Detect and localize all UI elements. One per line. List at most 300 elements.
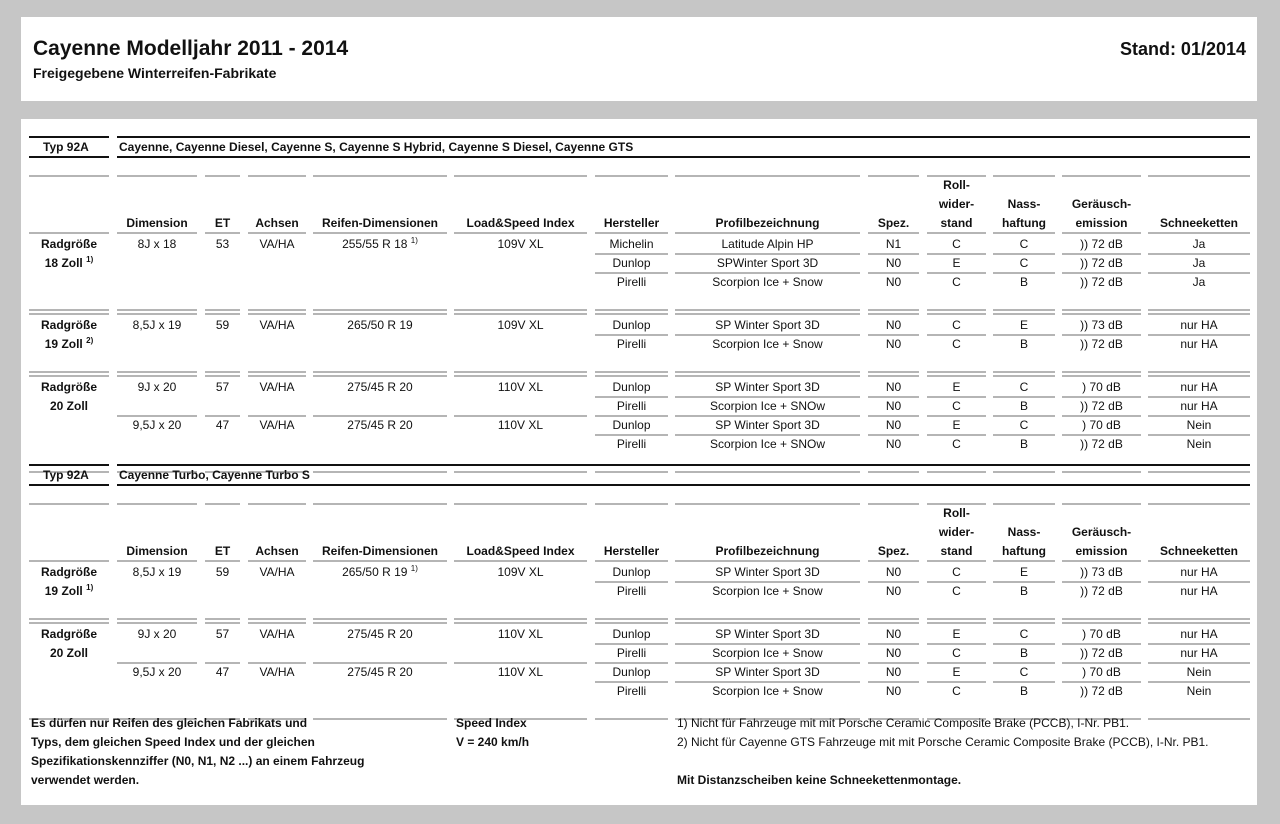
row-divider <box>675 581 860 583</box>
row-divider <box>868 415 919 417</box>
row-divider <box>868 681 919 683</box>
row-divider <box>993 662 1055 664</box>
row-divider <box>1148 415 1250 417</box>
row-divider <box>1148 396 1250 398</box>
spec-cell: N0 <box>885 646 902 660</box>
profile-cell: Scorpion Ice + Snow <box>712 684 823 698</box>
row-divider <box>595 471 668 473</box>
row-divider <box>1062 175 1141 177</box>
row-divider <box>868 175 919 177</box>
row-divider <box>29 375 109 377</box>
col-header-dimension: Dimension <box>126 216 188 230</box>
et-value: 53 <box>215 237 230 251</box>
row-divider <box>248 309 306 311</box>
row-divider <box>868 434 919 436</box>
manufacturer-cell: Pirelli <box>616 437 647 451</box>
tire-dimension-value: 255/55 R 18 $^{1)}$ <box>342 236 418 251</box>
rolling-resistance-cell: C <box>952 646 961 660</box>
row-divider <box>1062 313 1141 315</box>
row-divider <box>1062 396 1141 398</box>
row-divider <box>313 471 447 473</box>
rolling-resistance-cell: E <box>952 627 961 641</box>
noise-cell: )) 72 dB <box>1080 646 1123 660</box>
profile-cell: SP Winter Sport 3D <box>715 380 820 394</box>
row-divider <box>313 503 447 505</box>
snow-chains-cell: nur HA <box>1180 627 1218 641</box>
row-divider <box>675 375 860 377</box>
footnote-ref: 1) <box>410 564 418 573</box>
spec-cell: N0 <box>885 584 902 598</box>
rolling-resistance-cell: C <box>952 584 961 598</box>
row-divider <box>313 232 447 234</box>
wet-grip-cell: B <box>1019 584 1029 598</box>
profile-cell: SPWinter Sport 3D <box>716 256 819 270</box>
tire-dimension-value: 275/45 R 20 <box>347 627 413 641</box>
col-header-achsen: Achsen <box>255 216 299 230</box>
row-divider <box>595 434 668 436</box>
spec-cell: N0 <box>885 627 902 641</box>
row-divider <box>927 581 986 583</box>
spec-cell: N0 <box>885 665 902 679</box>
row-divider <box>927 272 986 274</box>
row-divider <box>1148 272 1250 274</box>
row-divider <box>927 503 986 505</box>
manufacturer-cell: Pirelli <box>616 584 647 598</box>
row-divider <box>454 175 587 177</box>
row-divider <box>29 622 109 624</box>
row-divider <box>675 272 860 274</box>
row-divider <box>993 272 1055 274</box>
dimension-value: 8,5J x 19 <box>132 565 182 579</box>
noise-cell: ) 70 dB <box>1082 418 1121 432</box>
manufacturer-cell: Pirelli <box>616 646 647 660</box>
row-divider <box>595 681 668 683</box>
row-divider <box>675 396 860 398</box>
row-divider <box>868 272 919 274</box>
rule-line: Es dürfen nur Reifen des gleichen Fabrikats und <box>31 716 308 730</box>
manufacturer-cell: Dunlop <box>612 418 651 432</box>
rolling-resistance-cell: C <box>952 237 961 251</box>
profile-cell: Scorpion Ice + Snow <box>712 584 823 598</box>
col-header-spez: Spez. <box>877 216 910 230</box>
wet-grip-cell: E <box>1019 318 1029 332</box>
row-divider <box>1062 681 1141 683</box>
row-divider <box>868 232 919 234</box>
typ-rule-top <box>29 464 109 466</box>
rolling-resistance-cell: C <box>952 337 961 351</box>
wheel-size-label: 18 Zoll $^{1)}$ <box>44 255 94 270</box>
col-header-reifen: Reifen-Dimensionen <box>321 544 439 558</box>
spec-cell: N0 <box>885 380 902 394</box>
row-divider <box>595 232 668 234</box>
row-divider <box>117 309 197 311</box>
snow-chains-cell: Ja <box>1192 256 1206 270</box>
models-rule-top <box>117 136 1250 138</box>
tire-dimension-value: 275/45 R 20 <box>347 665 413 679</box>
row-divider <box>595 718 668 720</box>
wheel-size-label: Radgröße <box>40 318 98 332</box>
row-divider <box>313 371 447 373</box>
speed-index-value: V = 240 km/h <box>456 735 530 749</box>
profile-cell: SP Winter Sport 3D <box>715 565 820 579</box>
page-subtitle: Freigegebene Winterreifen-Fabrikate <box>33 65 277 81</box>
row-divider <box>927 560 986 562</box>
profile-cell: Scorpion Ice + SNOw <box>709 399 826 413</box>
row-divider <box>248 560 306 562</box>
row-divider <box>1062 375 1141 377</box>
row-divider <box>675 681 860 683</box>
row-divider <box>993 618 1055 620</box>
achsen-value: VA/HA <box>259 237 295 251</box>
manufacturer-cell: Michelin <box>609 237 654 251</box>
row-divider <box>454 503 587 505</box>
row-divider <box>1148 309 1250 311</box>
wet-grip-cell: B <box>1019 684 1029 698</box>
row-divider <box>117 618 197 620</box>
row-divider <box>313 175 447 177</box>
noise-cell: ) 70 dB <box>1082 665 1121 679</box>
profile-cell: Scorpion Ice + Snow <box>712 337 823 351</box>
speed-index-title: Speed Index <box>456 716 527 730</box>
stand-date: Stand: 01/2014 <box>1119 39 1246 59</box>
row-divider <box>313 618 447 620</box>
row-divider <box>454 375 587 377</box>
wet-grip-cell: C <box>1019 665 1029 679</box>
tire-dimension-value: 265/50 R 19 <box>347 318 413 332</box>
noise-cell: )) 72 dB <box>1080 584 1123 598</box>
et-value: 59 <box>215 318 230 332</box>
row-divider <box>927 313 986 315</box>
row-divider <box>993 313 1055 315</box>
models-rule-bottom <box>117 484 1250 486</box>
row-divider <box>205 313 240 315</box>
row-divider <box>595 503 668 505</box>
row-divider <box>205 622 240 624</box>
row-divider <box>868 560 919 562</box>
typ-rule-bottom <box>29 156 109 158</box>
row-divider <box>205 232 240 234</box>
row-divider <box>313 313 447 315</box>
row-divider <box>248 371 306 373</box>
wet-grip-cell: C <box>1019 256 1029 270</box>
row-divider <box>1148 581 1250 583</box>
row-divider <box>675 503 860 505</box>
load-speed-value: 110V XL <box>497 665 544 679</box>
row-divider <box>1148 434 1250 436</box>
row-divider <box>993 581 1055 583</box>
load-speed-value: 109V XL <box>497 237 544 251</box>
col-header-nass: Nass- <box>1007 197 1041 211</box>
col-header-nass: Nass- <box>1007 525 1041 539</box>
load-speed-value: 110V XL <box>497 418 544 432</box>
row-divider <box>1062 618 1141 620</box>
noise-cell: ) 70 dB <box>1082 627 1121 641</box>
row-divider <box>1148 334 1250 336</box>
row-divider <box>1062 272 1141 274</box>
row-divider <box>1148 503 1250 505</box>
row-divider <box>993 396 1055 398</box>
row-divider <box>29 232 109 234</box>
row-divider <box>927 471 986 473</box>
snow-chains-cell: nur HA <box>1180 399 1218 413</box>
row-divider <box>993 681 1055 683</box>
row-divider <box>454 471 587 473</box>
achsen-value: VA/HA <box>259 380 295 394</box>
row-divider <box>675 471 860 473</box>
row-divider <box>1062 334 1141 336</box>
et-value: 47 <box>215 665 230 679</box>
row-divider <box>454 415 587 417</box>
row-divider <box>117 662 197 664</box>
row-divider <box>205 375 240 377</box>
row-divider <box>117 415 197 417</box>
row-divider <box>675 662 860 664</box>
row-divider <box>993 232 1055 234</box>
wet-grip-cell: B <box>1019 337 1029 351</box>
row-divider <box>927 662 986 664</box>
row-divider <box>29 309 109 311</box>
row-divider <box>117 175 197 177</box>
row-divider <box>868 622 919 624</box>
col-header-et: ET <box>214 544 231 558</box>
wet-grip-cell: C <box>1019 380 1029 394</box>
wheel-size-label: 20 Zoll <box>49 399 89 413</box>
row-divider <box>313 662 447 664</box>
wheel-size-label: 20 Zoll <box>49 646 89 660</box>
row-divider <box>927 175 986 177</box>
row-divider <box>313 415 447 417</box>
snow-chains-cell: nur HA <box>1180 584 1218 598</box>
row-divider <box>117 371 197 373</box>
row-divider <box>1148 622 1250 624</box>
rolling-resistance-cell: C <box>952 318 961 332</box>
wheel-size-label: Radgröße <box>40 380 98 394</box>
load-speed-value: 110V XL <box>497 627 544 641</box>
snow-chains-cell: nur HA <box>1180 380 1218 394</box>
col-header-schnee: Schneeketten <box>1159 216 1239 230</box>
row-divider <box>1148 375 1250 377</box>
wheel-size-label: 19 Zoll $^{2)}$ <box>44 336 94 351</box>
rolling-resistance-cell: C <box>952 399 961 413</box>
row-divider <box>29 503 109 505</box>
row-divider <box>595 618 668 620</box>
row-divider <box>248 175 306 177</box>
row-divider <box>1062 560 1141 562</box>
rolling-resistance-cell: E <box>952 665 961 679</box>
row-divider <box>927 375 986 377</box>
col-header-roll: wider- <box>938 197 975 211</box>
achsen-value: VA/HA <box>259 418 295 432</box>
col-header-roll: Roll- <box>943 506 970 520</box>
row-divider <box>454 371 587 373</box>
row-divider <box>595 253 668 255</box>
row-divider <box>1062 662 1141 664</box>
row-divider <box>248 622 306 624</box>
wet-grip-cell: B <box>1019 275 1029 289</box>
achsen-value: VA/HA <box>259 565 295 579</box>
row-divider <box>675 334 860 336</box>
models-label: Cayenne Turbo, Cayenne Turbo S <box>119 468 310 482</box>
row-divider <box>1148 253 1250 255</box>
footnote-ref: 1) <box>86 255 94 264</box>
row-divider <box>205 309 240 311</box>
col-header-hersteller: Hersteller <box>603 544 660 558</box>
row-divider <box>868 643 919 645</box>
row-divider <box>993 375 1055 377</box>
row-divider <box>248 375 306 377</box>
profile-cell: Scorpion Ice + Snow <box>712 646 823 660</box>
col-header-roll: wider- <box>938 525 975 539</box>
spec-cell: N0 <box>885 565 902 579</box>
tire-table-panel <box>21 119 1257 805</box>
dimension-value: 9,5J x 20 <box>132 418 182 432</box>
footnote-ref: 1) <box>86 583 94 592</box>
wheel-size-label: 19 Zoll $^{1)}$ <box>44 583 94 598</box>
row-divider <box>927 253 986 255</box>
typ-rule-bottom <box>29 484 109 486</box>
wet-grip-cell: B <box>1019 646 1029 660</box>
row-divider <box>205 175 240 177</box>
row-divider <box>313 309 447 311</box>
row-divider <box>993 643 1055 645</box>
row-divider <box>868 253 919 255</box>
rolling-resistance-cell: C <box>952 684 961 698</box>
row-divider <box>927 371 986 373</box>
row-divider <box>595 371 668 373</box>
row-divider <box>868 371 919 373</box>
row-divider <box>1062 643 1141 645</box>
row-divider <box>454 618 587 620</box>
row-divider <box>117 313 197 315</box>
col-header-achsen: Achsen <box>255 544 299 558</box>
row-divider <box>1148 232 1250 234</box>
row-divider <box>595 560 668 562</box>
wet-grip-cell: C <box>1019 418 1029 432</box>
row-divider <box>675 232 860 234</box>
row-divider <box>993 434 1055 436</box>
row-divider <box>205 503 240 505</box>
noise-cell: )) 72 dB <box>1080 399 1123 413</box>
row-divider <box>993 175 1055 177</box>
spec-cell: N0 <box>885 275 902 289</box>
row-divider <box>927 232 986 234</box>
row-divider <box>1062 622 1141 624</box>
row-divider <box>675 175 860 177</box>
row-divider <box>1148 313 1250 315</box>
spec-cell: N0 <box>885 337 902 351</box>
col-header-dimension: Dimension <box>126 544 188 558</box>
row-divider <box>117 560 197 562</box>
noise-cell: )) 72 dB <box>1080 256 1123 270</box>
manufacturer-cell: Dunlop <box>612 665 651 679</box>
noise-cell: ) 70 dB <box>1082 380 1121 394</box>
profile-cell: Scorpion Ice + Snow <box>712 275 823 289</box>
row-divider <box>868 396 919 398</box>
dimension-value: 9,5J x 20 <box>132 665 182 679</box>
row-divider <box>313 375 447 377</box>
row-divider <box>595 622 668 624</box>
row-divider <box>993 560 1055 562</box>
spec-cell: N0 <box>885 256 902 270</box>
row-divider <box>868 309 919 311</box>
models-rule-top <box>117 464 1250 466</box>
achsen-value: VA/HA <box>259 665 295 679</box>
spec-cell: N0 <box>885 437 902 451</box>
row-divider <box>868 503 919 505</box>
spec-cell: N0 <box>885 684 902 698</box>
profile-cell: Scorpion Ice + SNOw <box>709 437 826 451</box>
snow-chains-cell: Ja <box>1192 275 1206 289</box>
snow-chains-cell: Nein <box>1186 418 1212 432</box>
snow-chains-cell: nur HA <box>1180 337 1218 351</box>
snow-chains-cell: Nein <box>1186 684 1212 698</box>
col-header-spez: Spez. <box>877 544 910 558</box>
wet-grip-cell: C <box>1019 237 1029 251</box>
col-header-roll: Roll- <box>943 178 970 192</box>
wet-grip-cell: B <box>1019 399 1029 413</box>
row-divider <box>29 175 109 177</box>
row-divider <box>1148 681 1250 683</box>
row-divider <box>675 371 860 373</box>
row-divider <box>868 375 919 377</box>
noise-cell: )) 72 dB <box>1080 437 1123 451</box>
wet-grip-cell: B <box>1019 437 1029 451</box>
page-title: Cayenne Modelljahr 2011 - 2014 <box>33 37 349 60</box>
row-divider <box>117 622 197 624</box>
snow-chains-cell: nur HA <box>1180 646 1218 660</box>
wheel-size-label: Radgröße <box>40 565 98 579</box>
row-divider <box>454 313 587 315</box>
header-panel <box>21 17 1257 101</box>
row-divider <box>595 415 668 417</box>
row-divider <box>993 371 1055 373</box>
row-divider <box>29 560 109 562</box>
row-divider <box>454 309 587 311</box>
row-divider <box>1148 618 1250 620</box>
row-divider <box>868 581 919 583</box>
row-divider <box>248 662 306 664</box>
row-divider <box>205 560 240 562</box>
et-value: 57 <box>215 380 230 394</box>
footnote-2: 2) Nicht für Cayenne GTS Fahrzeuge mit mit Porsche Ceramic Composite Brake (PCCB), I-Nr. PB1. <box>677 735 1209 749</box>
row-divider <box>993 253 1055 255</box>
wet-grip-cell: C <box>1019 627 1029 641</box>
col-header-profil: Profilbezeichnung <box>715 216 820 230</box>
row-divider <box>675 560 860 562</box>
load-speed-value: 109V XL <box>497 565 544 579</box>
row-divider <box>595 375 668 377</box>
col-header-geraeusch: Geräusch- <box>1071 197 1132 211</box>
row-divider <box>927 643 986 645</box>
typ-rule-top <box>29 136 109 138</box>
row-divider <box>248 618 306 620</box>
spec-cell: N0 <box>885 399 902 413</box>
rolling-resistance-cell: C <box>952 565 961 579</box>
col-header-load: Load&Speed Index <box>466 544 575 558</box>
spec-cell: N1 <box>885 237 902 251</box>
row-divider <box>454 622 587 624</box>
noise-cell: )) 72 dB <box>1080 237 1123 251</box>
row-divider <box>454 232 587 234</box>
row-divider <box>868 618 919 620</box>
rolling-resistance-cell: C <box>952 275 961 289</box>
row-divider <box>205 415 240 417</box>
profile-cell: Latitude Alpin HP <box>721 237 814 251</box>
col-header-geraeusch: Geräusch- <box>1071 525 1132 539</box>
row-divider <box>1148 471 1250 473</box>
row-divider <box>993 334 1055 336</box>
col-header-et: ET <box>214 216 231 230</box>
